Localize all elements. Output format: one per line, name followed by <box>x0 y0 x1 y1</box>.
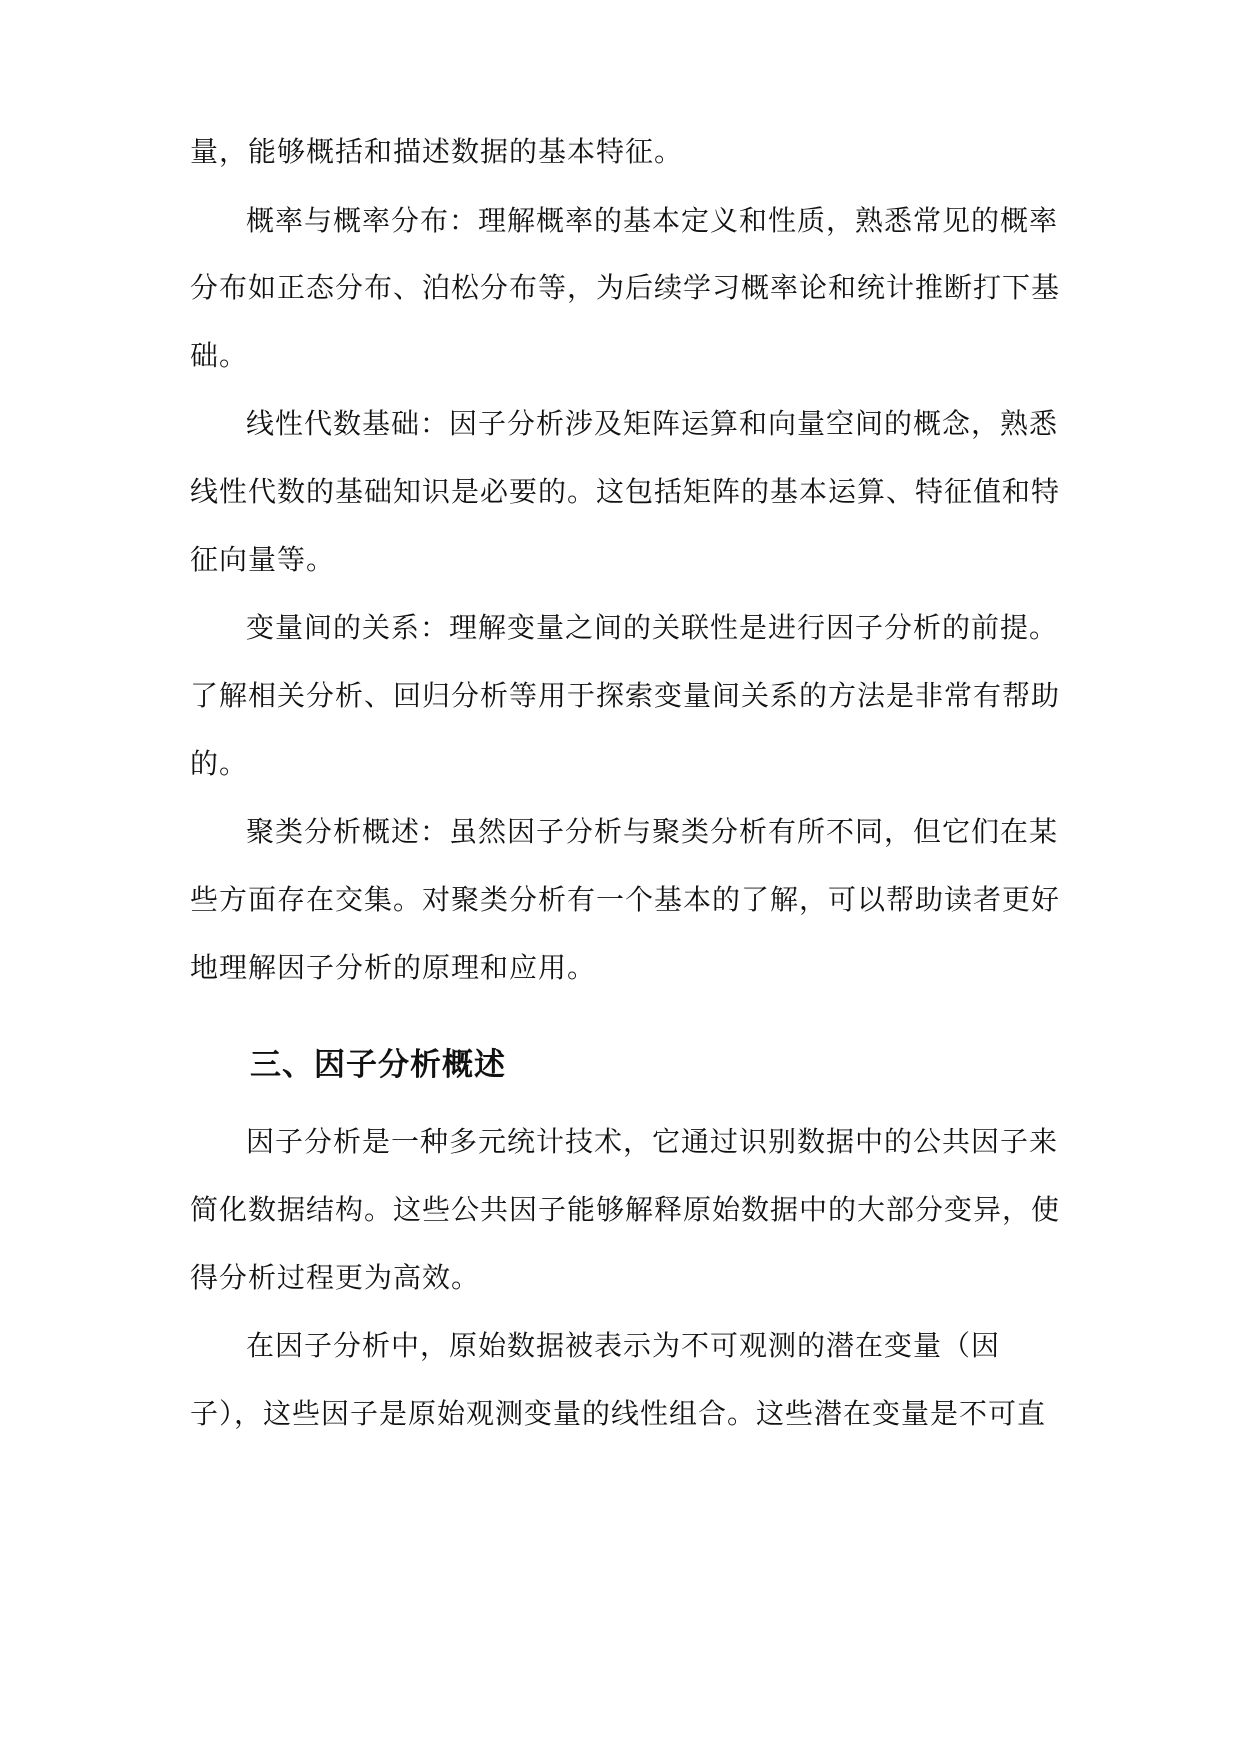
paragraph-line: 变量间的关系：理解变量之间的关联性是进行因子分析的前提。 <box>246 611 1059 644</box>
paragraph-line: 概率与概率分布：理解概率的基本定义和性质，熟悉常见的概率 <box>246 204 1059 237</box>
paragraph-line: 的。 <box>190 747 249 780</box>
paragraph-line: 因子分析是一种多元统计技术，它通过识别数据中的公共因子来 <box>246 1125 1059 1158</box>
paragraph-line: 些方面存在交集。对聚类分析有一个基本的了解，可以帮助读者更好 <box>190 883 1061 916</box>
paragraph-line: 征向量等。 <box>190 543 336 576</box>
paragraph-line: 简化数据结构。这些公共因子能够解释原始数据中的大部分变异，使 <box>190 1193 1061 1226</box>
paragraph-line: 子），这些因子是原始观测变量的线性组合。这些潜在变量是不可直 <box>190 1397 1047 1430</box>
paragraph-line: 线性代数的基础知识是必要的。这包括矩阵的基本运算、特征值和特 <box>190 475 1061 508</box>
paragraph-line: 得分析过程更为高效。 <box>190 1261 481 1294</box>
paragraph-line: 在因子分析中，原始数据被表示为不可观测的潜在变量（因 <box>246 1329 1001 1362</box>
paragraph-line: 线性代数基础：因子分析涉及矩阵运算和向量空间的概念，熟悉 <box>246 407 1059 440</box>
paragraph-line: 地理解因子分析的原理和应用。 <box>190 951 597 984</box>
section-heading: 三、因子分析概述 <box>250 1047 506 1083</box>
paragraph-line: 分布如正态分布、泊松分布等，为后续学习概率论和统计推断打下基 <box>190 271 1061 304</box>
paragraph-line: 了解相关分析、回归分析等用于探索变量间关系的方法是非常有帮助 <box>190 679 1061 712</box>
paragraph-line: 聚类分析概述：虽然因子分析与聚类分析有所不同，但它们在某 <box>246 815 1059 848</box>
paragraph-line: 量，能够概括和描述数据的基本特征。 <box>190 135 684 168</box>
paragraph-line: 础。 <box>190 339 249 372</box>
